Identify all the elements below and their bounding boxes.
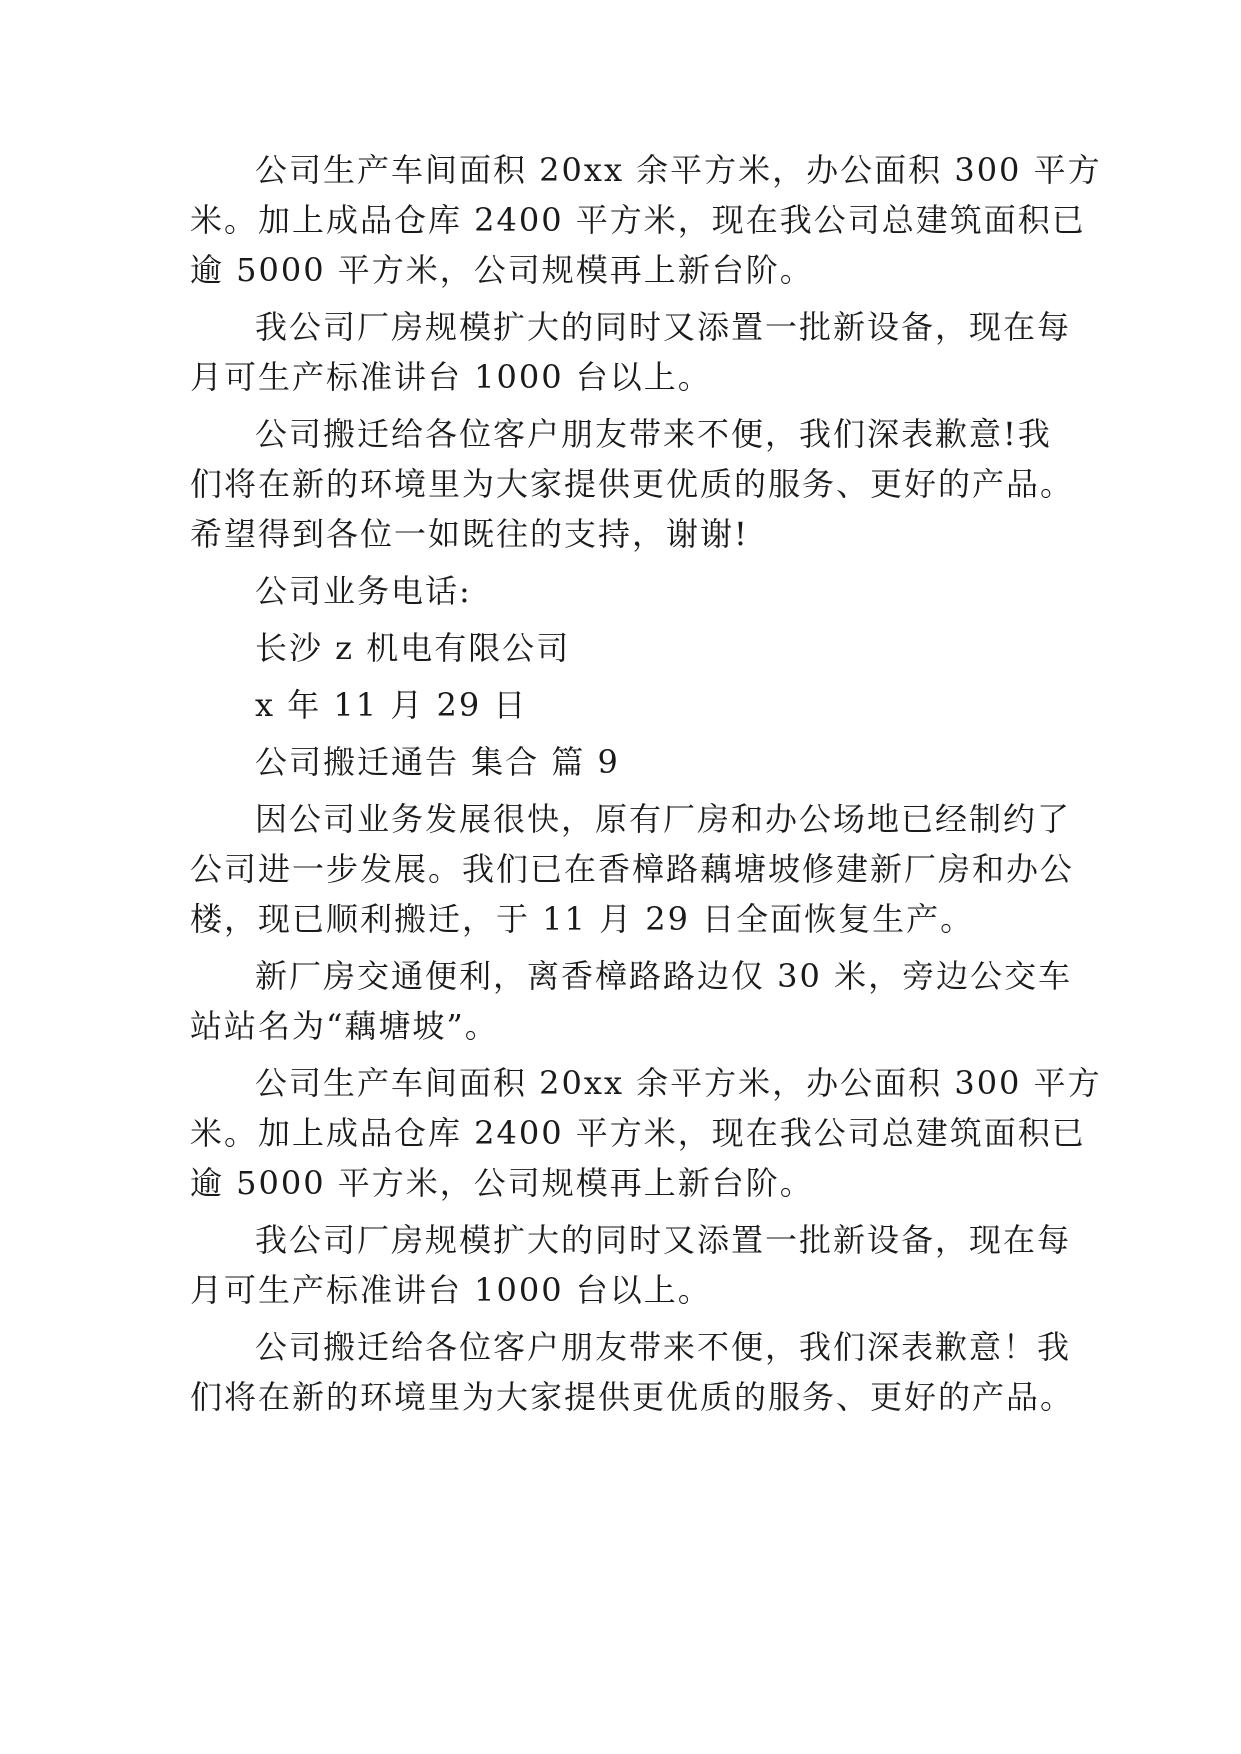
text-line: 因公司业务发展很快，原有厂房和办公场地已经制约了 (255, 800, 1072, 838)
text-line: 米。加上成品仓库 2400 平方米，现在我公司总建筑面积已 (190, 1114, 1086, 1152)
text-line: x 年 11 月 29 日 (255, 686, 528, 724)
text-line: 我公司厂房规模扩大的同时又添置一批新设备，现在每 (255, 1221, 1072, 1259)
text-line: 公司进一步发展。我们已在香樟路藕塘坡修建新厂房和办公 (190, 850, 1075, 888)
text-line: 站站名为“藕塘坡”。 (190, 1007, 499, 1045)
text-line: 公司生产车间面积 20xx 余平方米，办公面积 300 平方 (255, 1064, 1102, 1102)
text-line: 们将在新的环境里为大家提供更优质的服务、更好的产品。 (190, 1378, 1075, 1416)
text-line: 米。加上成品仓库 2400 平方米，现在我公司总建筑面积已 (190, 201, 1086, 239)
text-line: 新厂房交通便利，离香樟路路边仅 30 米，旁边公交车 (255, 957, 1073, 995)
text-line: 月可生产标准讲台 1000 台以上。 (190, 358, 712, 396)
text-line: 逾 5000 平方米，公司规模再上新台阶。 (190, 251, 814, 289)
text-line: 月可生产标准讲台 1000 台以上。 (190, 1271, 712, 1309)
text-line: 逾 5000 平方米，公司规模再上新台阶。 (190, 1164, 814, 1202)
text-line: 希望得到各位一如既往的支持，谢谢! (190, 515, 749, 553)
text-line: 楼，现已顺利搬迁，于 11 月 29 日全面恢复生产。 (190, 900, 975, 938)
text-line: 公司业务电话: (255, 572, 472, 610)
section-heading: 公司搬迁通告 集合 篇 9 (255, 743, 620, 781)
text-line: 我公司厂房规模扩大的同时又添置一批新设备，现在每 (255, 308, 1072, 346)
text-line: 长沙 z 机电有限公司 (255, 629, 571, 667)
text-line: 公司搬迁给各位客户朋友带来不便，我们深表歉意!我 (255, 415, 1052, 453)
text-line: 们将在新的环境里为大家提供更优质的服务、更好的产品。 (190, 465, 1075, 503)
text-line: 公司生产车间面积 20xx 余平方米，办公面积 300 平方 (255, 151, 1102, 189)
text-line: 公司搬迁给各位客户朋友带来不便，我们深表歉意！我 (255, 1328, 1072, 1366)
